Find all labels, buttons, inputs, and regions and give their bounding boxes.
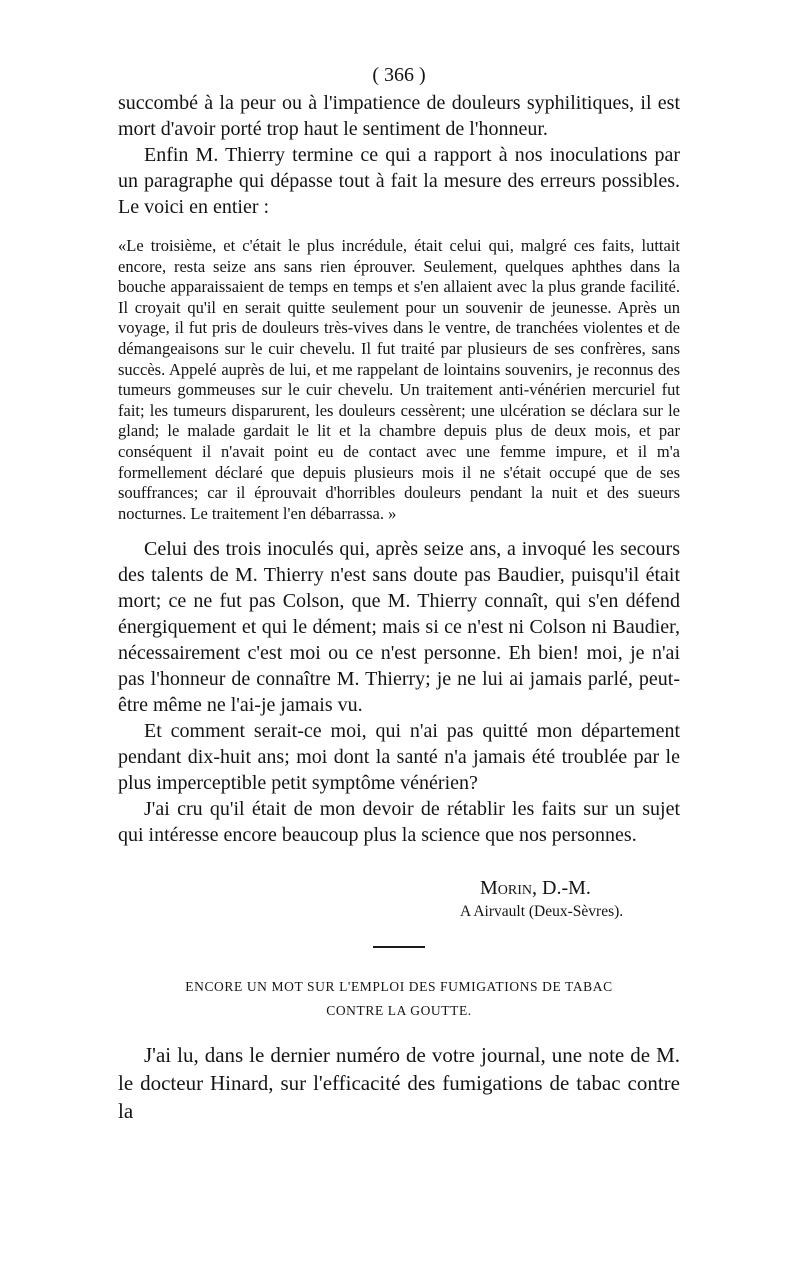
- paragraph: Celui des trois inoculés qui, après seize ans, a invoqué les secours des talents de M. Thierry n'est sans doute pas Baudier, puisqu'il était mort; ce ne fut pas Colson, que M. Thierry connaît, qui s'en défend énergiquement et qui le dément; mais si ce n'est ni Colson ni Baudier, nécessairement c'est moi ou ce n'est personne. Eh bien! moi, je n'ai pas l'honneur de connaître M. Thierry; je ne lui ai jamais parlé, peut-être même ne l'ai-je jamais vu.: [118, 538, 680, 717]
- paragraph: Enfin M. Thierry termine ce qui a rapport à nos inoculations par un paragraphe qui dépasse tout à fait la mesure des erreurs possibles. Le voici en entier :: [118, 144, 680, 218]
- signature-title: , D.-M.: [532, 877, 591, 900]
- paragraph: Et comment serait-ce moi, qui n'ai pas quitté mon département pendant dix-huit ans; moi dont la santé n'a jamais été troublée par le plus imperceptible petit symptôme vénérien?: [118, 720, 680, 795]
- paragraph: J'ai lu, dans le dernier numéro de votre journal, une note de M. le docteur Hinard, sur l'efficacité des fumigations de tabac contre la: [118, 1043, 680, 1124]
- signature: [480, 876, 680, 900]
- block-quote: «Le troisième, et c'était le plus incrédule, était celui qui, malgré ces faits, luttait encore, resta seize ans sans rien éprouver. Seulement, quelques aphthes dans la bouche apparaissaient de temps en temps et s'en allaient avec la plus grande facilité. Il croyait qu'il en serait quitte seulement pour un souvenir de jeunesse. Après un voyage, il fut pris de douleurs très-vives dans le ventre, de tranchées violentes et de démangeaisons sur le cuir chevelu. Il fut traité par plusieurs de ses confrères, sans succès. Appelé auprès de lui, et me rappelant de lointains souvenirs, je reconnus des tumeurs gommeuses sur le cuir chevelu. Un traitement anti-vénérien mercuriel fut fait; les tumeurs disparurent, les douleurs cessèrent; une ulcération se déclara sur le gland; le malade gardait le lit et la chambre depuis plus de deux mois, et par conséquent il n'avait point eu de contact avec une femme impure, et il m'a formellement déclaré que depuis plusieurs mois il ne s'était occupé que de ses souffrances; car il éprouvait d'horribles douleurs pendant la nuit et des sueurs nocturnes. Le traitement l'en débarrassa. »: [118, 236, 680, 523]
- section-heading-line: CONTRE LA GOUTTE.: [326, 1003, 472, 1019]
- signature-name: Morin: [480, 877, 533, 900]
- paragraph: J'ai cru qu'il était de mon devoir de rétablir les faits sur un sujet qui intéresse encore beaucoup plus la science que nos personnes.: [118, 798, 680, 847]
- section-heading: [118, 975, 680, 1023]
- section-divider: [373, 946, 425, 948]
- section-heading-line: ENCORE UN MOT SUR L'EMPLOI DES FUMIGATIONS DE TABAC: [185, 979, 613, 995]
- signature-place: A Airvault (Deux-Sèvres).: [460, 903, 624, 921]
- paragraph: succombé à la peur ou à l'impatience de douleurs syphilitiques, il est mort d'avoir porté trop haut le sentiment de l'honneur.: [118, 92, 680, 140]
- page-number: ( 366 ): [372, 64, 426, 86]
- page: [118, 62, 680, 1125]
